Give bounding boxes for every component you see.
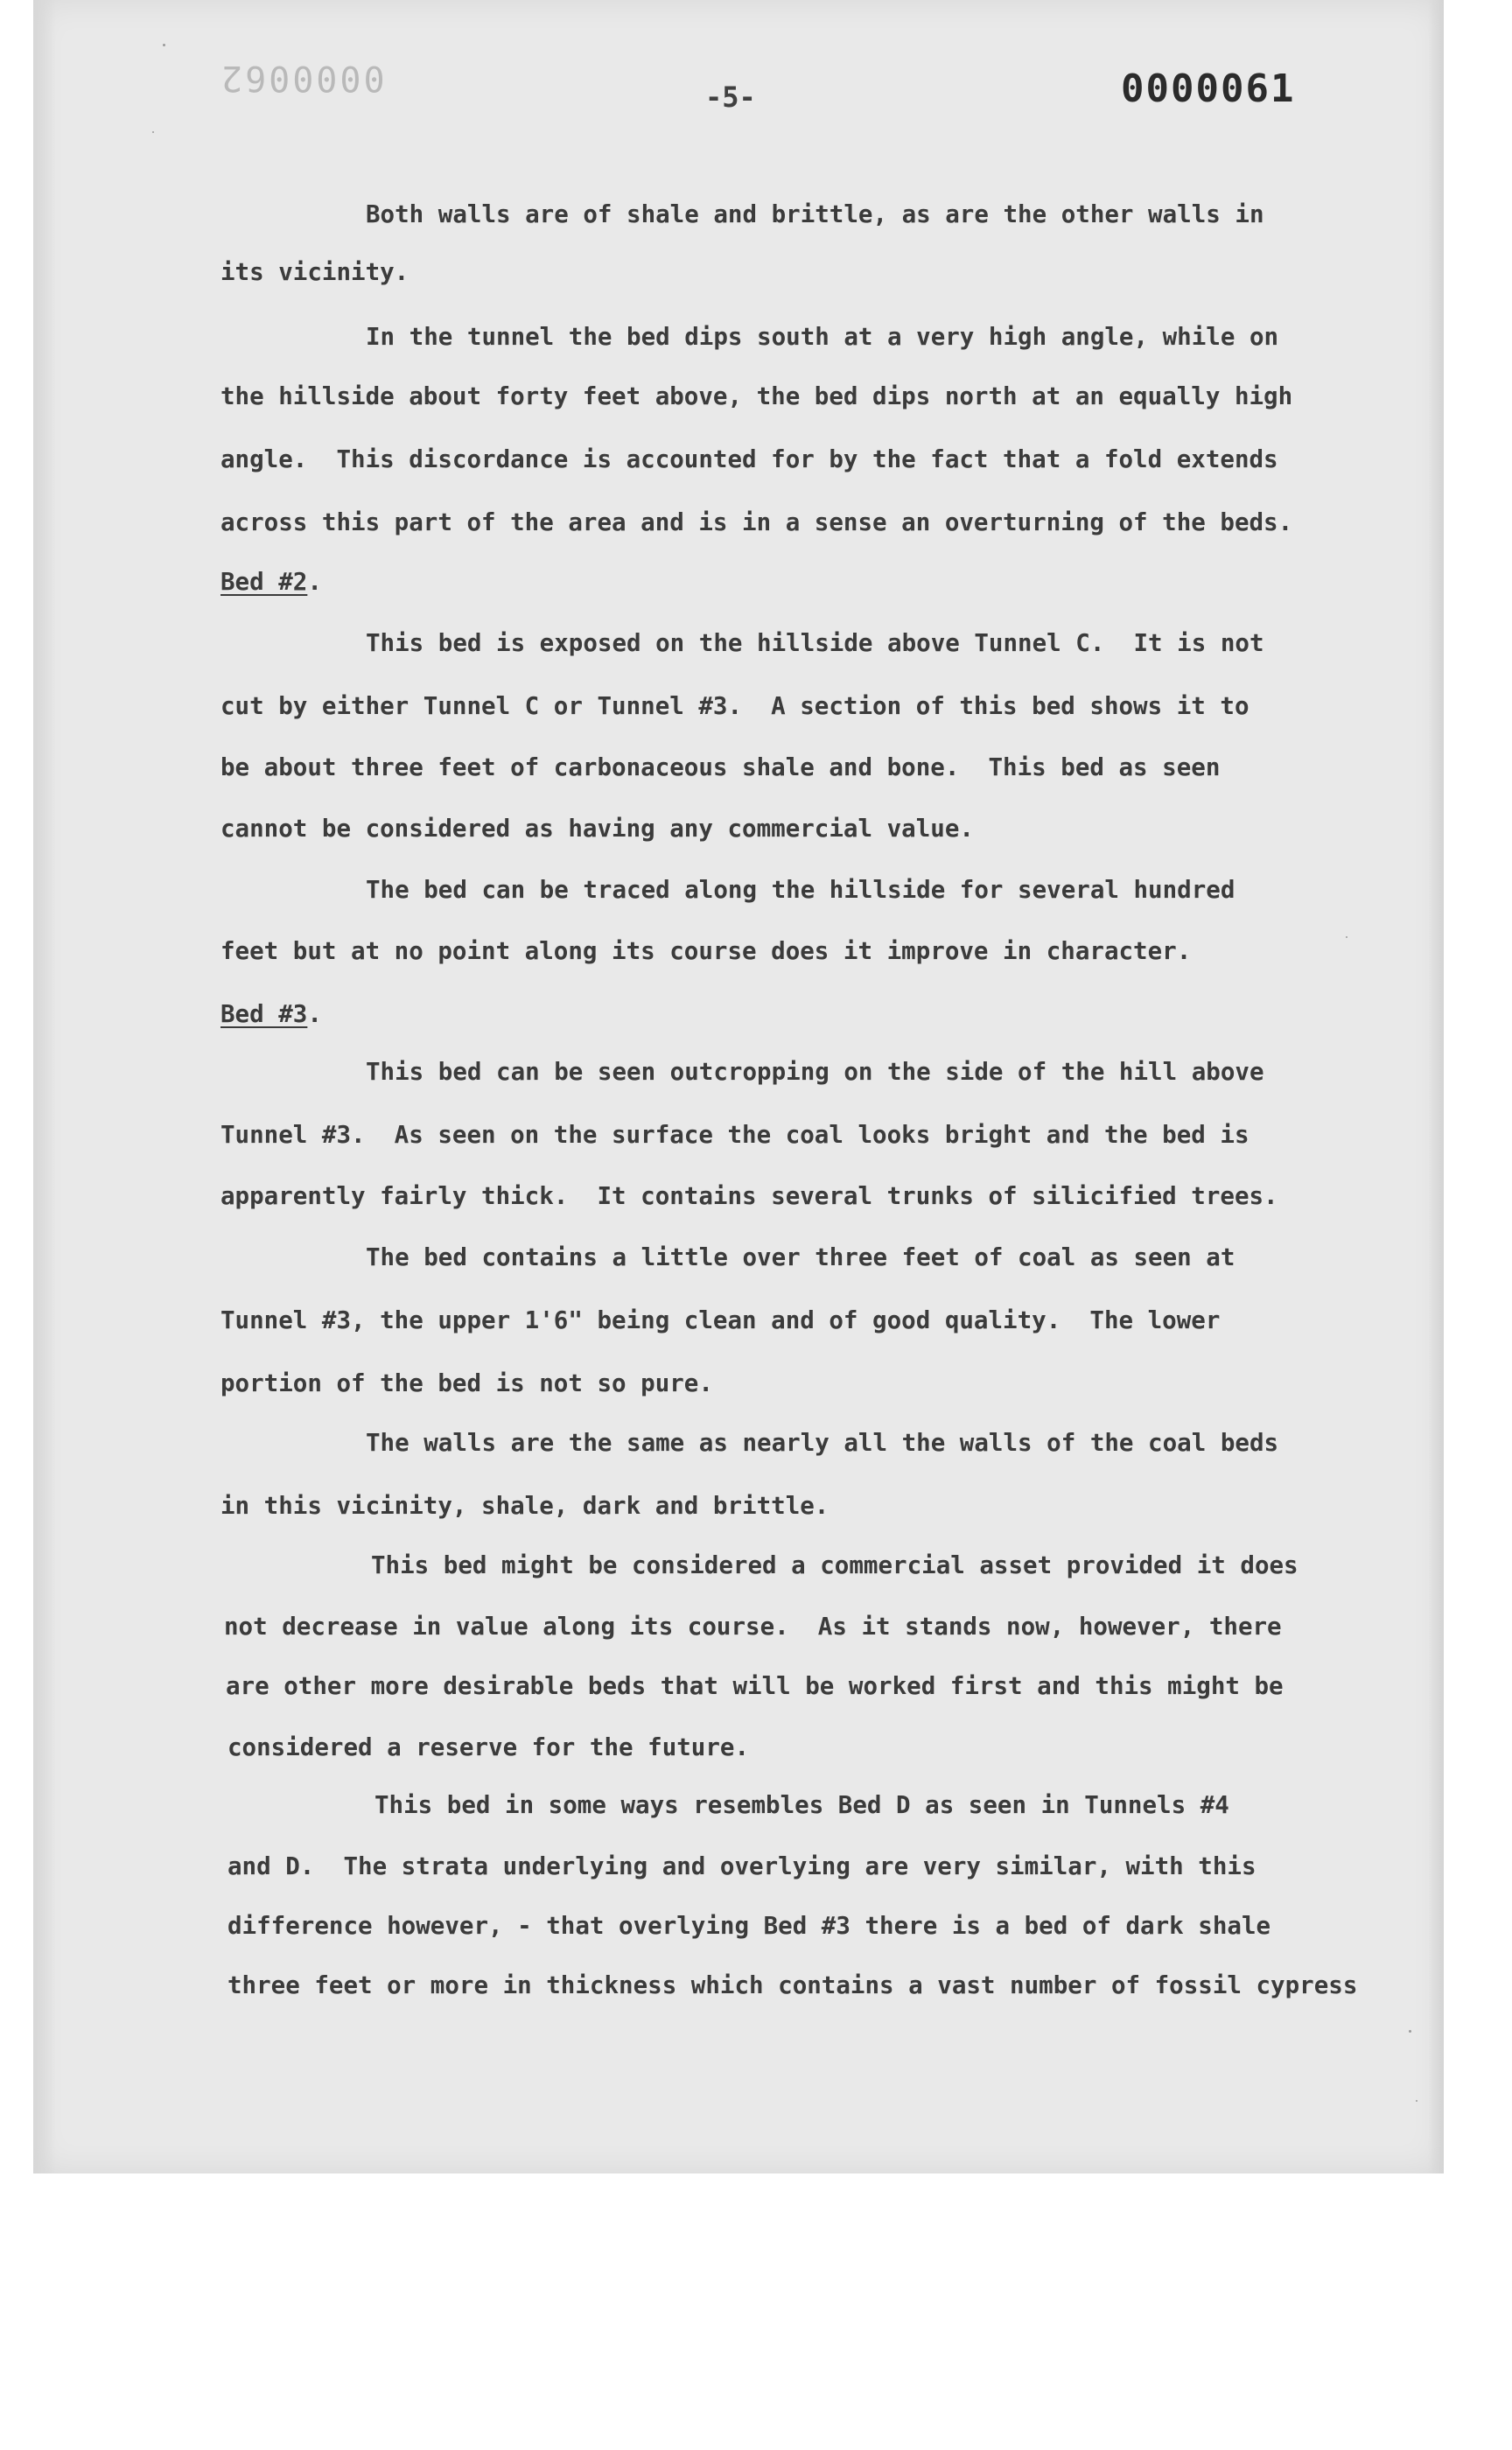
body-line: apparently fairly thick. It contains several trunks of silicified trees. [220, 1182, 1278, 1210]
scan-speck [1409, 2030, 1411, 2033]
body-line: are other more desirable beds that will be worked first and this might be [226, 1672, 1284, 1700]
body-line: its vicinity. [220, 258, 410, 286]
section-heading [220, 570, 322, 595]
scanned-page [33, 0, 1444, 2174]
body-line: The bed contains a little over three feet of coal as seen at [366, 1243, 1236, 1271]
body-line: three feet or more in thickness which contains a vast number of fossil cypress [228, 1971, 1358, 1999]
body-line: Tunnel #3, the upper 1'6" being clean and of good quality. The lower [220, 1306, 1221, 1334]
document-number: 0000061 [1121, 66, 1296, 111]
body-line: Tunnel #3. As seen on the surface the coal looks bright and the bed is [220, 1121, 1250, 1149]
body-line: This bed can be seen outcropping on the side of the hill above [366, 1058, 1264, 1086]
body-line: The walls are the same as nearly all the walls of the coal beds [366, 1429, 1279, 1457]
scan-speck [1416, 2100, 1418, 2102]
body-line: in this vicinity, shale, dark and brittle. [220, 1492, 830, 1520]
body-line: This bed is exposed on the hillside above Tunnel C. It is not [366, 629, 1264, 657]
body-line: portion of the bed is not so pure. [220, 1369, 713, 1397]
mirrored-stamp: 0000062 [219, 58, 385, 98]
body-line: the hillside about forty feet above, the bed dips north at an equally high [220, 382, 1293, 410]
scan-speck [1346, 936, 1348, 938]
body-line: This bed in some ways resembles Bed D as seen in Tunnels #4 [374, 1791, 1229, 1819]
body-line: The bed can be traced along the hillside for several hundred [366, 876, 1236, 904]
body-line: cut by either Tunnel C or Tunnel #3. A section of this bed shows it to [220, 692, 1250, 720]
body-line: be about three feet of carbonaceous shale and bone. This bed as seen [220, 753, 1221, 781]
body-line: angle. This discordance is accounted for by the fact that a fold extends [220, 445, 1278, 473]
body-line: cannot be considered as having any commercial value. [220, 815, 974, 843]
heading-label: Bed #2 [220, 568, 308, 596]
body-line: Both walls are of shale and brittle, as are the other walls in [366, 200, 1264, 228]
body-line: and D. The strata underlying and overlying are very similar, with this [228, 1852, 1256, 1880]
heading-label: Bed #3 [220, 1000, 308, 1028]
scan-speck [163, 44, 165, 46]
body-line: considered a reserve for the future. [228, 1733, 750, 1761]
heading-period: . [307, 1000, 322, 1028]
body-line: across this part of the area and is in a sense an overturning of the beds. [220, 508, 1293, 536]
body-line: not decrease in value along its course. As it stands now, however, there [224, 1613, 1282, 1641]
page-number: -5- [705, 80, 756, 114]
scan-speck [152, 131, 154, 133]
body-line: This bed might be considered a commercial asset provided it does [371, 1551, 1298, 1579]
body-line: feet but at no point along its course does it improve in character. [220, 937, 1192, 965]
section-heading [220, 1000, 322, 1028]
body-line: difference however, - that overlying Bed #3 there is a bed of dark shale [228, 1912, 1271, 1940]
heading-period: . [307, 568, 322, 596]
body-line: In the tunnel the bed dips south at a very high angle, while on [366, 323, 1279, 351]
